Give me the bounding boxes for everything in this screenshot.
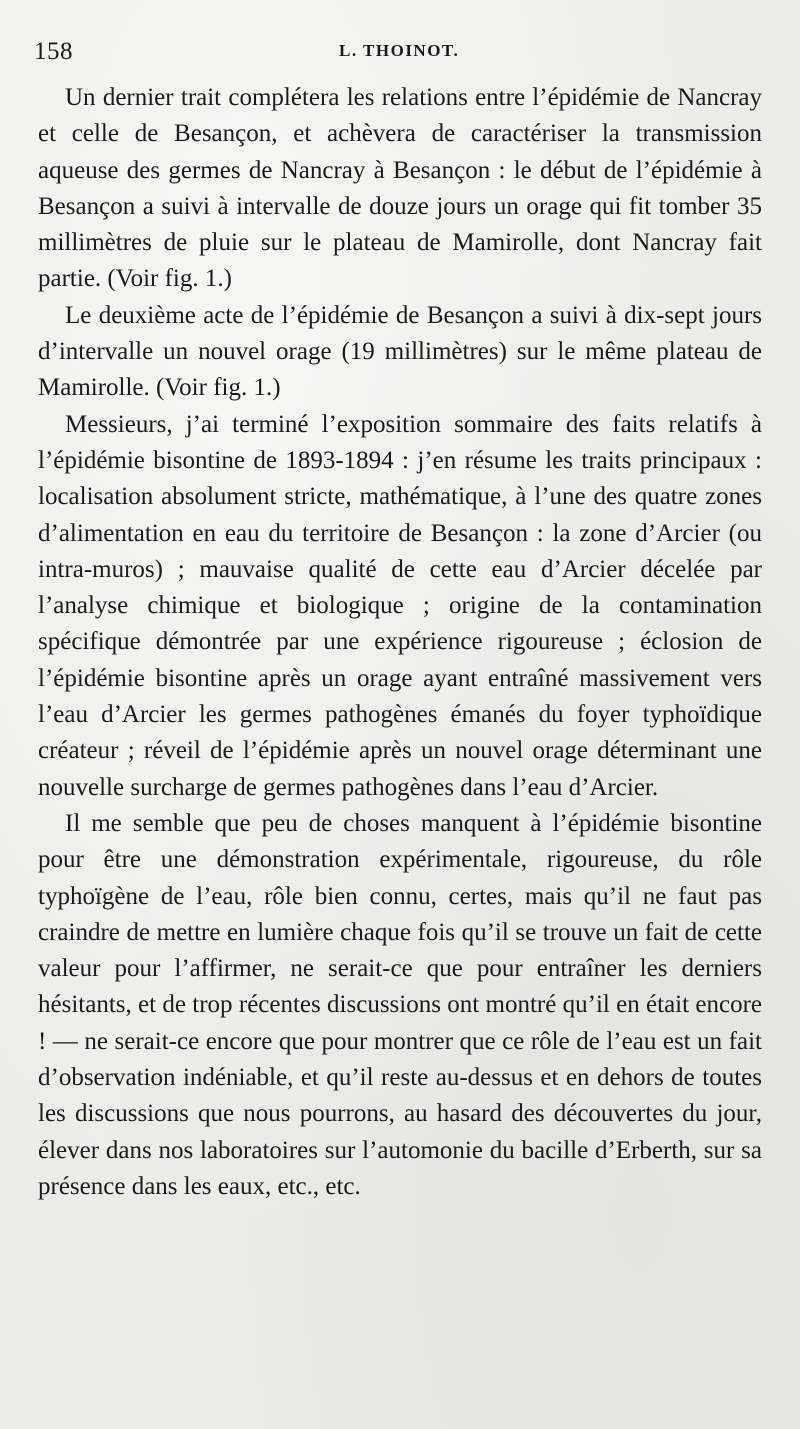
- paragraph-second-act: Le deuxième acte de l’épidémie de Besançon a suivi à dix-sept jours d’intervalle un nouvel orage (19 millimètres) sur le même plateau de Mamirolle. (Voir fig. 1.): [38, 301, 762, 402]
- paragraph-summary: Messieurs, j’ai terminé l’exposition sommaire des faits relatifs à l’épidémie bisontine de 1893-1894 : j’en résume les traits principaux : localisation absolument stricte, mathématique, à l’une des quatre zones d’alimentation en eau du territoire de Besançon : la zone d’Arcier (ou intra-muros) ; mauvaise qualité de cette eau d’Arcier décelée par l’analyse chimique et biologique ; origine de la contamination spécifique démontrée par une expérience rigoureuse ; éclosion de l’épidémie bisontine après un orage ayant entraîné massivement vers l’eau d’Arcier les germes pathogènes émanés du foyer typhoïdique créateur ; réveil de l’épidémie après un nouvel orage déterminant une nouvelle surcharge de germes pathogènes dans l’eau d’Arcier.: [38, 410, 762, 801]
- paragraph-conclusion: Il me semble que peu de choses manquent à l’épidémie bisontine pour être une démonstration expérimentale, rigoureuse, du rôle typhoïgène de l’eau, rôle bien connu, certes, mais qu’il ne faut pas craindre de mettre en lumière chaque fois qu’il se trouve un fait de cette valeur pour l’affirmer, ne serait-ce que pour entraîner les derniers hésitants, et de trop récentes discussions ont montré qu’il en était encore ! — ne serait-ce encore que pour montrer que ce rôle de l’eau est un fait d’observation indéniable, et qu’il reste au-dessus et en dehors de toutes les discussions que nous pourrons, au hasard des découvertes du jour, élever dans nos laboratoires sur l’automonie du bacille d’Erberth, sur sa présence dans les eaux, etc., etc.: [38, 809, 762, 1200]
- page-header: [34, 38, 760, 68]
- running-head: L. THOINOT.: [339, 41, 460, 60]
- page-number: 158: [34, 38, 73, 65]
- body-text: [38, 80, 762, 1205]
- paragraph-nancray-besancon: Un dernier trait complétera les relations entre l’épidémie de Nancray et celle de Besançon, et achèvera de caractériser la transmission aqueuse des germes de Nancray à Besançon : le début de l’épidémie à Besançon a suivi à intervalle de douze jours un orage qui fit tomber 35 millimètres de pluie sur le plateau de Mamirolle, dont Nancray fait partie. (Voir fig. 1.): [38, 84, 762, 293]
